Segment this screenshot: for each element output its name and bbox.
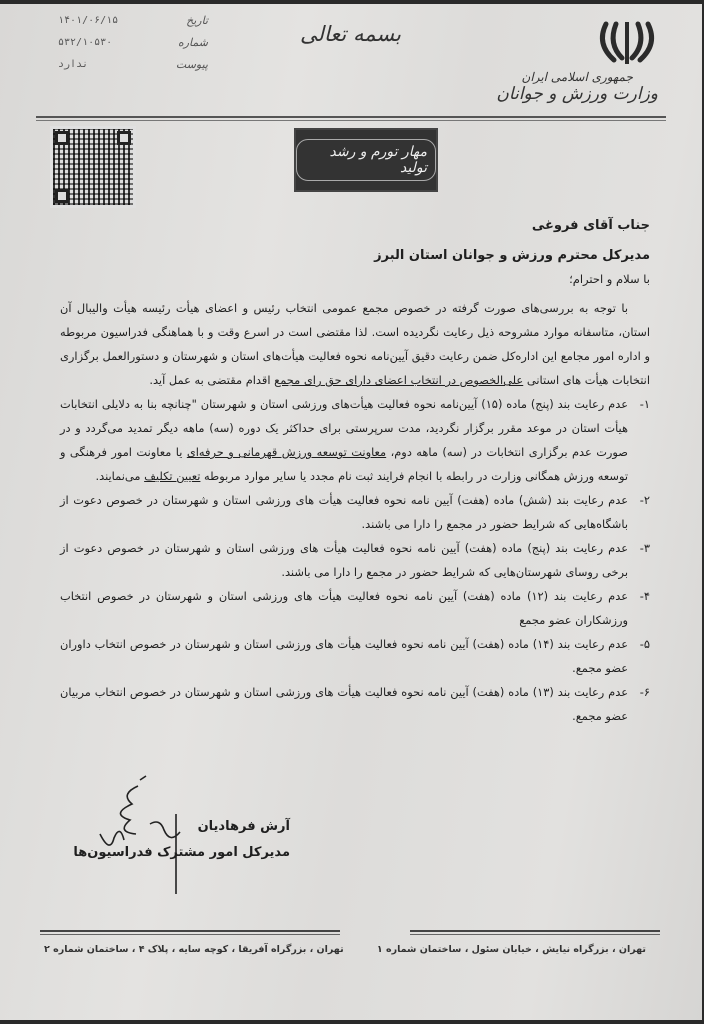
item-text: عدم رعایت بند (۱۴) ماده (هفت) آیین نامه نحوه فعالیت هیأت های ورزشی استان و شهرستان در خصوص انتخاب داوران عضو مجمع. — [60, 637, 629, 675]
footer-address-2: تهران ، بزرگراه آفریقا ، کوچه سایه ، پلاک ۴ ، ساختمان شماره ۲ — [44, 944, 344, 955]
list-item — [60, 488, 650, 536]
meta-number-label: شماره — [177, 36, 208, 49]
ministry-heading — [496, 70, 658, 104]
meta-date-label: تاریخ — [186, 14, 208, 27]
footer-divider-right — [410, 930, 660, 935]
item-underlined-text: معاونت توسعه ورزش قهرمانی و حرفه‌ای — [186, 445, 387, 459]
signature-block — [73, 774, 290, 904]
letter-page — [0, 4, 702, 1020]
ministry-country: جمهوری اسلامی ایران — [521, 70, 633, 84]
intro-underlined-text: علی‌الخصوص در انتخاب اعضای دارای حق رای مجمع — [274, 373, 524, 387]
meta-attachment-label: پیوست — [175, 58, 208, 71]
list-item — [60, 392, 650, 488]
list-item — [60, 680, 650, 728]
meta-date — [58, 10, 208, 32]
intro-paragraph — [60, 296, 650, 392]
meta-number-value: ۵۳۲/۱۰۵۳۰ — [58, 37, 113, 48]
intro-text-end: اقدام مقتضی به عمل آید. — [149, 373, 275, 387]
qr-corner-icon — [55, 189, 69, 203]
qr-corner-icon — [55, 131, 69, 145]
item-text: یا معاونت امور فرهنگی و توسعه ورزش همگانی وزارت در رابطه با انجام فرایند ثبت نام مجدد یا سایر موارد مربوطه — [60, 445, 628, 483]
meta-number — [58, 32, 208, 54]
footer-divider-left — [40, 930, 340, 935]
item-underlined-text: تعیین تکلیف — [144, 469, 201, 483]
basmala: بسمه تعالی — [300, 22, 401, 46]
slogan-text: مهار تورم و رشد تولید — [296, 139, 436, 181]
ministry-name: وزارت ورزش و جوانان — [496, 84, 658, 104]
addressee — [374, 211, 650, 271]
item-text: عدم رعایت بند (۱۲) ماده (هفت) آیین نامه نحوه فعالیت هیأت های ورزشی استان و شهرستان در خصوص انتخاب ورزشکاران عضو مجمع — [60, 589, 629, 627]
item-number: ۶- — [639, 685, 650, 699]
meta-attachment-value: ندارد — [58, 59, 89, 70]
addressee-name: جناب آقای فروغی — [531, 218, 650, 233]
item-number: ۱- — [639, 397, 650, 411]
qr-code — [50, 126, 136, 208]
letter-body — [60, 296, 650, 728]
item-text: عدم رعایت بند (پنج) ماده (۱۵) آیین‌نامه نحوه فعالیت هیأت‌های ورزشی استان و شهرستان "چنانچه بنا به دلایلی انتخابات هیأت استان در موعد مقرر برگزار نگردید، مدت سرپرستی برای حداکثر یک دوره (سه) ماهه دیگر تمدید می‌گردد و در صورت عدم برگزاری انتخابات در (سه) ماهه دوم، — [60, 397, 628, 459]
slogan-banner — [294, 128, 438, 192]
qr-corner-icon — [117, 131, 131, 145]
signatory-name: آرش فرهادیان — [197, 819, 290, 834]
addressee-title: مدیرکل محترم ورزش و جوانان استان البرز — [374, 248, 650, 263]
footer-address-1: تهران ، بزرگراه نیایش ، خیابان سئول ، ساختمان شماره ۱ — [376, 944, 646, 955]
greeting: با سلام و احترام؛ — [569, 272, 650, 286]
list-item — [60, 632, 650, 680]
violations-list — [60, 392, 650, 728]
letter-meta — [58, 10, 208, 76]
item-number: ۳- — [639, 541, 650, 555]
list-item — [60, 536, 650, 584]
item-number: ۲- — [639, 493, 650, 507]
item-number: ۴- — [639, 589, 650, 603]
meta-date-value: ۱۴۰۱/۰۶/۱۵ — [58, 15, 119, 26]
intro-text: با توجه به بررسی‌های صورت گرفته در خصوص مجمع عمومی انتخاب رئیس و اعضای هیأت رئیسه هیأت والیبال آن استان، متاسفانه موارد مشروحه ذیل رعایت نگردیده است. لذا مقتضی است در اسرع وقت و با هماهنگی فدراسیون مربوطه و اداره امور مجامع این اداره‌کل ضمن رعایت دقیق آیین‌نامه نحوه فعالیت هیأت‌های استان و شهرستان و دستورالعمل برگزاری انتخابات هیأت های استانی — [60, 301, 650, 387]
item-text: می‌نمایند. — [95, 469, 145, 483]
header-divider — [36, 116, 666, 121]
item-text: عدم رعایت بند (پنج) ماده (هفت) آیین نامه نحوه فعالیت هیأت های ورزشی استان و شهرستان در خصوص دعوت از برخی روسای شهرستان‌هایی که شرایط حضور در مجمع را دارا می باشند. — [60, 541, 628, 579]
item-number: ۵- — [639, 637, 650, 651]
list-item — [60, 584, 650, 632]
item-text: عدم رعایت بند (شش) ماده (هفت) آیین نامه نحوه فعالیت هیأت های ورزشی استان و شهرستان در خصوص دعوت از باشگاه‌هایی که شرایط حضور در مجمع را دارا می باشند. — [60, 493, 628, 531]
signatory — [73, 814, 290, 866]
signatory-title: مدیرکل امور مشترک فدراسیون‌ها — [73, 845, 290, 860]
item-text: عدم رعایت بند (۱۳) ماده (هفت) آیین نامه نحوه فعالیت هیأت های ورزشی استان و شهرستان در خصوص انتخاب مربیان عضو مجمع. — [60, 685, 629, 723]
iran-emblem-icon — [592, 18, 662, 68]
meta-attachment — [58, 54, 208, 76]
